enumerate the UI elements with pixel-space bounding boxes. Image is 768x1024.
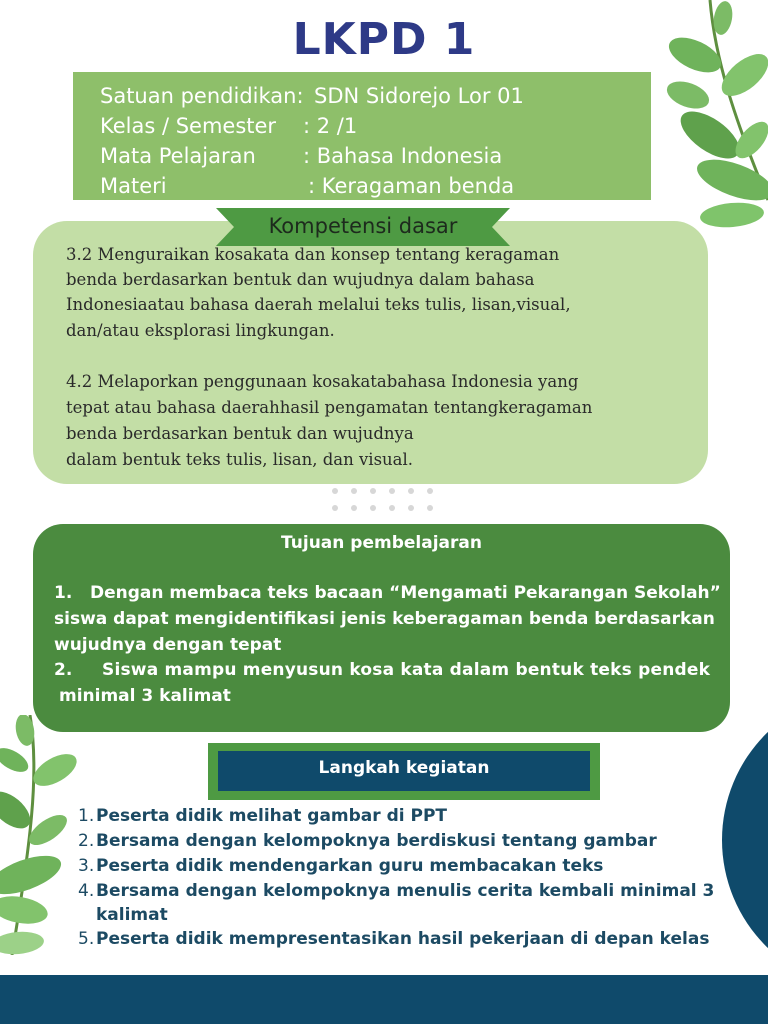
kd-line: dan/atau eksplorasi lingkungan. [66, 321, 335, 340]
list-item [78, 929, 709, 949]
info-label: Satuan pendidikan: [100, 84, 304, 108]
info-value: SDN Sidorejo Lor 01 [314, 84, 524, 108]
info-label: Kelas / Semester [100, 114, 277, 138]
tujuan-line: Dengan membaca teks bacaan “Mengamati Pekarangan Sekolah” [90, 583, 721, 603]
info-label: Mata Pelajaran [100, 144, 256, 168]
kd-line: benda berdasarkan bentuk dan wujudnya dalam bahasa [66, 270, 535, 289]
step-number: 5. [78, 929, 95, 949]
step-text: Bersama dengan kelompoknya berdiskusi tentang gambar [96, 831, 657, 851]
list-item [78, 806, 447, 826]
tujuan-line: minimal 3 kalimat [59, 686, 231, 706]
kd-line: dalam bentuk teks tulis, lisan, dan visual. [66, 450, 414, 469]
info-value: : Bahasa Indonesia [303, 144, 503, 168]
step-number: 4. [78, 881, 95, 901]
langkah-heading: Langkah kegiatan [318, 758, 490, 778]
step-text: Peserta didik mempresentasikan hasil pekerjaan di depan kelas [96, 929, 710, 949]
kd-line: 4.2 Melaporkan penggunaan kosakatabahasa Indonesia yang [66, 372, 579, 391]
list-item [78, 881, 714, 901]
step-number: 1. [78, 806, 95, 826]
kd-line: tepat atau bahasa daerahhasil pengamatan tentangkeragaman [66, 398, 593, 417]
kd-line: benda berdasarkan bentuk dan wujudnya [66, 424, 414, 443]
tujuan-line: Siswa mampu menyusun kosa kata dalam bentuk teks pendek [102, 660, 711, 680]
info-value: : Keragaman benda [308, 174, 515, 198]
leaf-branch-bottom-left-icon [0, 715, 82, 955]
kompetensi-heading: Kompetensi dasar [268, 214, 458, 238]
footer-bar [0, 975, 768, 1024]
kd-line: 3.2 Menguraikan kosakata dan konsep tentang keragaman [66, 245, 560, 264]
page-title: LKPD 1 [292, 14, 476, 65]
info-label: Materi [100, 174, 167, 198]
info-value: : 2 /1 [303, 114, 358, 138]
decorative-circle [722, 690, 768, 990]
info-box [73, 72, 651, 200]
tujuan-line: siswa dapat mengidentifikasi jenis keberagaman benda berdasarkan [54, 609, 715, 629]
step-text: Bersama dengan kelompoknya menulis cerita kembali minimal 3 [96, 881, 715, 901]
tujuan-line: wujudnya dengan tepat [54, 635, 282, 655]
kd-line: Indonesiaatau bahasa daerah melalui teks tulis, lisan,visual, [66, 295, 571, 314]
step-number: 2. [78, 831, 95, 851]
step-text: Peserta didik melihat gambar di PPT [96, 806, 447, 826]
list-item [78, 831, 657, 851]
step-continuation: kalimat [96, 905, 168, 925]
tujuan-item-number: 2. [54, 660, 73, 680]
list-item [78, 856, 603, 876]
step-number: 3. [78, 856, 95, 876]
tujuan-heading: Tujuan pembelajaran [281, 533, 482, 553]
step-text: Peserta didik mendengarkan guru membacakan teks [96, 856, 604, 876]
tujuan-item-number: 1. [54, 583, 73, 603]
